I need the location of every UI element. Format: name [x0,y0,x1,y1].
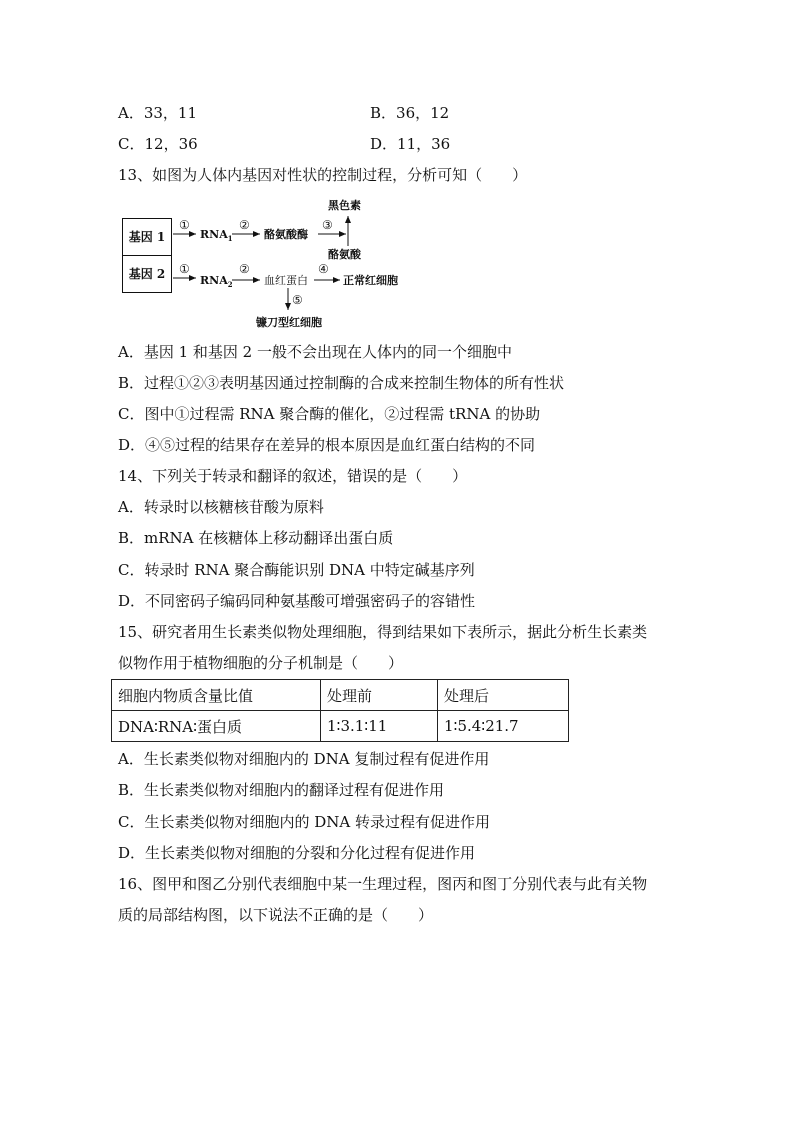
gene1-label: 基因 1 [128,230,166,244]
ratio-table [111,679,569,742]
q12-option-c: C．12，36 [118,135,198,153]
rna1-label [200,228,233,243]
table-row [112,711,569,742]
q13-option-d: D．④⑤过程的结果存在差异的根本原因是血红蛋白结构的不同 [118,436,536,454]
q12-option-a: A．33，11 [118,104,198,122]
table-header-row [112,680,569,711]
table-cell: DNA∶RNA∶蛋白质 [112,711,321,742]
q15-option-a: A．生长素类似物对细胞内的 DNA 复制过程有促进作用 [118,750,490,768]
q14-stem: 14、下列关于转录和翻译的叙述，错误的是（ ） [118,467,468,485]
table-cell: 1∶3.1∶11 [321,711,438,742]
hemoglobin-label: 血红蛋白 [264,274,308,287]
tyrosine-label: 酪氨酸 [328,248,361,261]
step5-label: ⑤ [292,293,303,307]
gene-control-diagram [118,196,418,332]
q12-option-d: D．11，36 [370,135,451,153]
rna2-text: RNA [200,274,228,287]
enzyme-label: 酪氨酸酶 [264,228,308,241]
q13-option-a: A．基因 1 和基因 2 一般不会出现在人体内的同一个细胞中 [118,343,512,361]
q15-option-b: B．生长素类似物对细胞内的翻译过程有促进作用 [118,781,445,799]
q15-option-c: C．生长素类似物对细胞内的 DNA 转录过程有促进作用 [118,813,490,831]
table-header-cell: 细胞内物质含量比值 [112,680,321,711]
q14-option-c: C．转录时 RNA 聚合酶能识别 DNA 中特定碱基序列 [118,561,475,579]
q13-option-c: C．图中①过程需 RNA 聚合酶的催化，②过程需 tRNA 的协助 [118,405,541,423]
step4-label: ④ [318,262,329,276]
step1-label-row2: ① [179,262,190,276]
rna1-subscript: 1 [227,234,233,243]
q13-stem: 13、如图为人体内基因对性状的控制过程，分析可知（ ） [118,166,528,184]
q14-option-d: D．不同密码子编码同种氨基酸可增强密码子的容错性 [118,592,476,610]
table-header-cell: 处理后 [438,680,569,711]
table-cell: 1∶5.4∶21.7 [438,711,569,742]
step2-label-row1: ② [239,218,250,232]
q15-option-d: D．生长素类似物对细胞的分裂和分化过程有促进作用 [118,844,476,862]
gene-control-diagram-svg [118,196,418,332]
q12-option-b: B．36，12 [370,104,450,122]
q15-stem-line2: 似物作用于植物细胞的分子机制是（ ） [118,654,404,672]
step2-label-row2: ② [239,262,250,276]
rna1-text: RNA [200,228,228,241]
q16-stem-line1: 16、图甲和图乙分别代表细胞中某一生理过程，图丙和图丁分别代表与此有关物 [118,875,648,893]
q14-option-b: B．mRNA 在核糖体上移动翻译出蛋白质 [118,529,394,547]
q15-stem-line1: 15、研究者用生长素类似物处理细胞，得到结果如下表所示，据此分析生长素类 [118,623,648,641]
q16-stem-line2: 质的局部结构图，以下说法不正确的是（ ） [118,906,434,924]
melanin-label: 黑色素 [328,199,361,212]
rna2-label [200,274,233,289]
q13-option-b: B．过程①②③表明基因通过控制酶的合成来控制生物体的所有性状 [118,374,565,392]
step1-label-row1: ① [179,218,190,232]
gene2-label: 基因 2 [128,267,166,281]
q14-option-a: A．转录时以核糖核苷酸为原料 [118,498,324,516]
normal-rbc-label: 正常红细胞 [343,274,398,287]
table-header-cell: 处理前 [321,680,438,711]
step3-label: ③ [322,218,333,232]
sickle-rbc-label: 镰刀型红细胞 [256,316,322,329]
rna2-subscript: 2 [227,280,233,289]
